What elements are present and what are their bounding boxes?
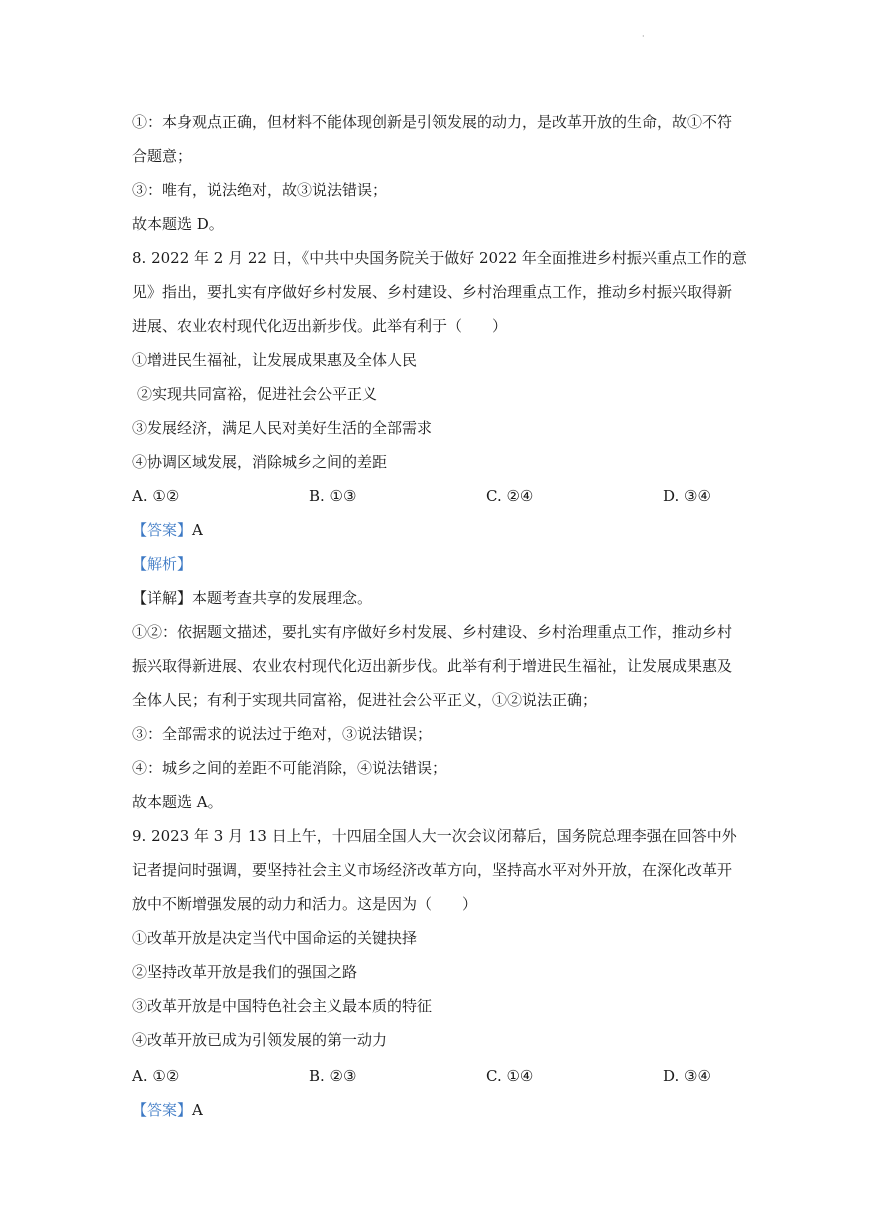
q8-option-3: ③发展经济，满足人民对美好生活的全部需求 (132, 419, 433, 437)
q8-explanation-line-2: 振兴取得新进展、农业农村现代化迈出新步伐。此举有利于增进民生福祉，让发展成果惠及 (132, 657, 733, 675)
q8-answer-tag: 【答案】 (132, 521, 193, 539)
q8-answer (132, 520, 203, 540)
q9-choice-a: A. ①② (132, 1067, 180, 1085)
q8-detail-tag: 【详解】 (132, 589, 193, 607)
q8-analysis-tag: 【解析】 (132, 555, 193, 573)
q8-explanation-line-1: ①②：依据题文描述，要扎实有序做好乡村发展、乡村建设、乡村治理重点工作，推动乡村 (132, 623, 733, 641)
q9-answer (132, 1100, 203, 1120)
q9-answer-tag: 【答案】 (132, 1101, 193, 1119)
q9-choices (132, 1066, 772, 1086)
q8-stem-line-3: 进展、农业农村现代化迈出新步伐。此举有利于（ ） (132, 317, 508, 335)
q8-explanation-line-3: 全体人民；有利于实现共同富裕，促进社会公平正义，①②说法正确； (132, 691, 598, 709)
q9-choice-d: D. ③④ (663, 1067, 711, 1085)
prev-analysis-line-1: ①：本身观点正确，但材料不能体现创新是引领发展的动力，是改革开放的生命，故①不符 (132, 113, 733, 131)
q8-detail-text: 本题考查共享的发展理念。 (192, 589, 373, 607)
q9-stem-line-1: 9. 2023 年 3 月 13 日上午，十四届全国人大一次会议闭幕后，国务院总理李强在回答中外 (132, 827, 737, 845)
q8-choice-b: B. ①③ (309, 487, 357, 505)
q9-option-2: ②坚持改革开放是我们的强国之路 (132, 963, 358, 981)
q8-explanation-line-4: ③：全部需求的说法过于绝对，③说法错误； (132, 725, 433, 743)
q8-explanation-line-5: ④：城乡之间的差距不可能消除，④说法错误； (132, 759, 448, 777)
q9-stem-line-2: 记者提问时强调，要坚持社会主义市场经济改革方向，坚持高水平对外开放，在深化改革开 (132, 861, 733, 879)
q9-option-3: ③改革开放是中国特色社会主义最本质的特征 (132, 997, 433, 1015)
q8-conclusion: 故本题选 A。 (132, 793, 223, 811)
q8-choice-a: A. ①② (132, 487, 180, 505)
prev-analysis-conclusion: 故本题选 D。 (132, 215, 224, 233)
q8-stem-line-2: 见》指出，要扎实有序做好乡村发展、乡村建设、乡村治理重点工作，推动乡村振兴取得新 (132, 283, 733, 301)
prev-analysis-line-2: 合题意； (132, 147, 193, 165)
q9-stem-line-3: 放中不断增强发展的动力和活力。这是因为（ ） (132, 895, 478, 913)
header-mark: · (642, 32, 645, 41)
prev-analysis-line-3: ③：唯有，说法绝对，故③说法错误； (132, 181, 388, 199)
q8-choice-d: D. ③④ (663, 487, 711, 505)
q9-option-4: ④改革开放已成为引领发展的第一动力 (132, 1031, 388, 1049)
q8-stem-line-1: 8. 2022 年 2 月 22 日，《中共中央国务院关于做好 2022 年全面推进乡村振兴重点工作的意 (132, 249, 747, 267)
q8-choice-c: C. ②④ (486, 487, 534, 505)
q8-option-1: ①增进民生福祉，让发展成果惠及全体人民 (132, 351, 418, 369)
q8-option-4: ④协调区域发展，消除城乡之间的差距 (132, 453, 388, 471)
q9-answer-value: A (192, 1101, 203, 1119)
q8-option-2: ②实现共同富裕，促进社会公平正义 (137, 385, 378, 403)
q8-answer-value: A (192, 521, 203, 539)
q8-choices (132, 486, 772, 506)
q9-option-1: ①改革开放是决定当代中国命运的关键抉择 (132, 929, 418, 947)
q8-detail (132, 588, 372, 608)
q9-choice-c: C. ①④ (486, 1067, 534, 1085)
q9-choice-b: B. ②③ (309, 1067, 357, 1085)
